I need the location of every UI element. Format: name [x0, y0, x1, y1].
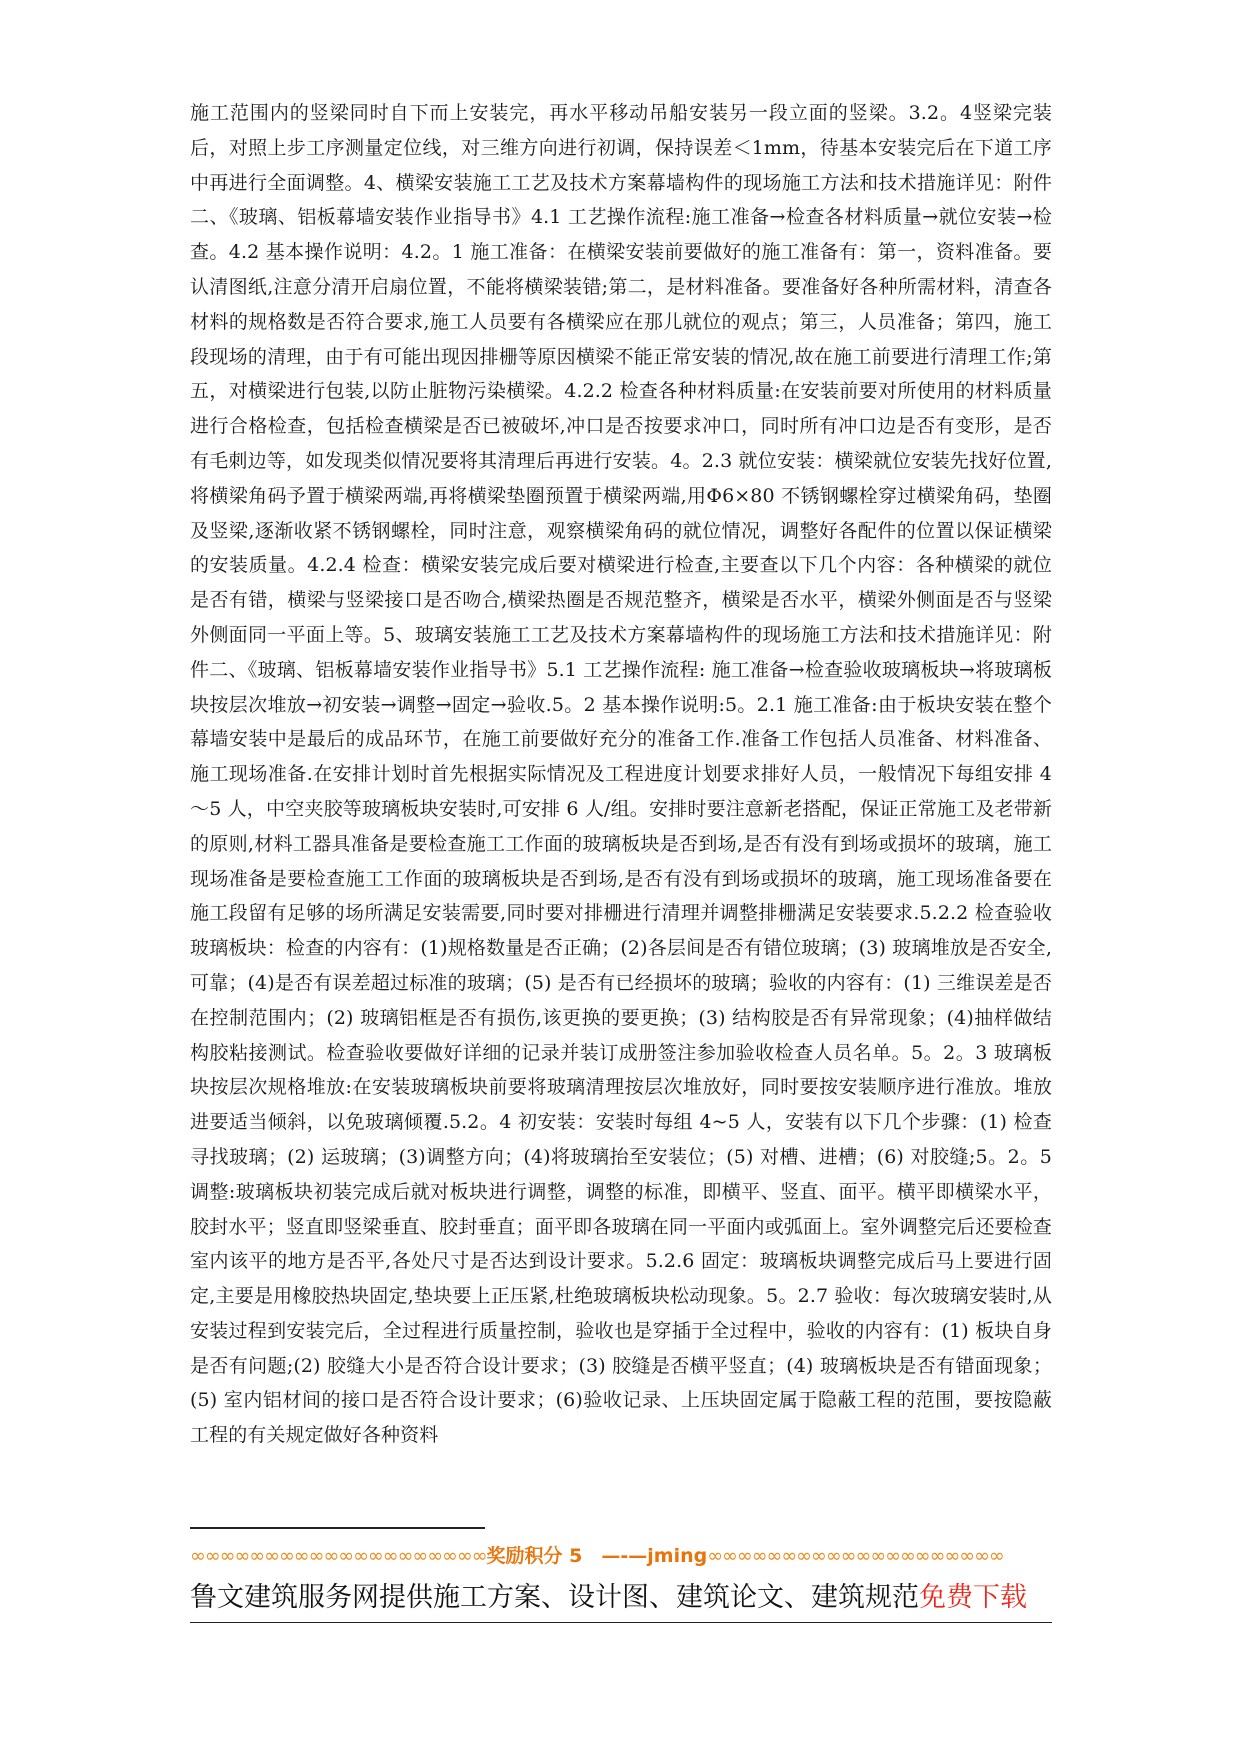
document-body: 施工范围内的竖梁同时自下而上安装完，再水平移动吊船安装另一段立面的竖梁。3.2。4竖梁完装后，对照上步工序测量定位线，对三维方向进行初调，保持误差＜1mm，待基本安装完后在下道工序中再进行全面调整。4、横梁安装施工工艺及技术方案幕墙构件的现场施工方法和技术措施详见：附件二、《玻璃、铝板幕墙安装作业指导书》4.1 工艺操作流程:施工准备→检查各材料质量→就位安装→检查。4.2 基本操作说明：4.2。1 施工准备：在横梁安装前要做好的施工准备有：第一，资料准备。要认清图纸,注意分清开启扇位置，不能将横梁装错;第二，是材料准备。要准备好各种所需材料，清查各材料的规格数是否符合要求,施工人员要有各横梁应在那儿就位的观点；第三，人员准备；第四，施工段现场的清理，由于有可能出现因排栅等原因横梁不能正常安装的情况,故在施工前要进行清理工作;第五，对横梁进行包装,以防止脏物污染横梁。4.2.2 检查各种材料质量:在安装前要对所使用的材料质量进行合格检查，包括检查横梁是否已被破坏,冲口是否按要求冲口，同时所有冲口边是否有变形，是否有毛刺边等，如发现类似情况要将其清理后再进行安装。4。2.3 就位安装：横梁就位安装先找好位置,将横梁角码予置于横梁两端,再将横梁垫圈预置于横梁两端,用Φ6×80 不锈钢螺栓穿过横梁角码，垫圈及竖梁,逐渐收紧不锈钢螺栓，同时注意，观察横梁角码的就位情况，调整好各配件的位置以保证横梁的安装质量。4.2.4 检查：横梁安装完成后要对横梁进行检查,主要查以下几个内容：各种横梁的就位是否有错，横梁与竖梁接口是否吻合,横梁热圈是否规范整齐，横梁是否水平，横梁外侧面是否与竖梁外侧面同一平面上等。5、玻璃安装施工工艺及技术方案幕墙构件的现场施工方法和技术措施详见：附件二、《玻璃、铝板幕墙安装作业指导书》5.1 工艺操作流程: 施工准备→检查验收玻璃板块→将玻璃板块按层次堆放→初安装→调整→固定→验收.5。2 基本操作说明:5。2.1 施工准备:由于板块安装在整个幕墙安装中是最后的成品环节，在施工前要做好充分的准备工作.准备工作包括人员准备、材料准备、施工现场准备.在安排计划时首先根据实际情况及工程进度计划要求排好人员，一般情况下每组安排 4～5 人，中空夹胶等玻璃板块安装时,可安排 6 人/组。安排时要注意新老搭配，保证正常施工及老带新的原则,材料工器具准备是要检查施工工作面的玻璃板块是否到场,是否有没有到场或损坏的玻璃，施工现场准备是要检查施工工作面的玻璃板块是否到场,是否有没有到场或损坏的玻璃，施工现场准备要在施工段留有足够的场所满足安装需要,同时要对排栅进行清理并调整排栅满足安装要求.5.2.2 检查验收玻璃板块：检查的内容有：(1)规格数量是否正确；(2)各层间是否有错位玻璃；(3) 玻璃堆放是否安全,可靠；(4)是否有误差超过标准的玻璃；(5) 是否有已经损坏的玻璃；验收的内容有：(1) 三维误差是否在控制范围内；(2) 玻璃铝框是否有损伤,该更换的要更换；(3) 结构胶是否有异常现象；(4)抽样做结构胶粘接测试。检查验收要做好详细的记录并装订成册签注参加验收检查人员名单。5。2。3 玻璃板块按层次规格堆放:在安装玻璃板块前要将玻璃清理按层次堆放好，同时要按安装顺序进行准放。堆放进要适当倾斜，以免玻璃倾覆.5.2。4 初安装：安装时每组 4~5 人，安装有以下几个步骤：(1) 检查寻找玻璃；(2) 运玻璃；(3)调整方向；(4)将玻璃抬至安装位；(5) 对槽、进槽；(6) 对胶缝;5。2。5 调整:玻璃板块初装完成后就对板块进行调整，调整的标准，即横平、竖直、面平。横平即横梁水平，胶封水平；竖直即竖梁垂直、胶封垂直；面平即各玻璃在同一平面内或弧面上。室外调整完后还要检查室内该平的地方是否平,各处尺寸是否达到设计要求。5.2.6 固定：玻璃板块调整完成后马上要进行固定,主要是用橡胶热块固定,垫块要上正压紧,杜绝玻璃板块松动现象。5。2.7 验收：每次玻璃安装时,从安装过程到安装完后，全过程进行质量控制，验收也是穿插于全过程中，验收的内容有：(1) 板块自身是否有问题;(2) 胶缝大小是否符合设计要求；(3) 胶缝是否横平竖直；(4) 玻璃板块是否有错面现象；(5) 室内铝材间的接口是否符合设计要求；(6)验收记录、上压块固定属于隐蔽工程的范围，要按隐蔽工程的有关规定做好各种资料: [190, 102, 1052, 1447]
footer-promo: [190, 1578, 1050, 1618]
reward-banner: [190, 1540, 1050, 1572]
reward-decoration-left: ∞∞∞∞∞∞∞∞∞∞∞∞∞∞∞∞∞∞∞∞: [190, 1545, 487, 1567]
footer-divider: [190, 1622, 1052, 1623]
reward-decoration-right: ∞∞∞∞∞∞∞∞∞∞∞∞∞∞∞∞∞∞∞∞: [707, 1545, 1004, 1567]
footer-download-link[interactable]: 免费下载: [919, 1582, 1027, 1613]
footer-text: 鲁文建筑服务网提供施工方案、设计图、建筑论文、建筑规范: [190, 1582, 919, 1613]
reward-text: 奖励积分 5 —-—jming: [486, 1545, 708, 1567]
separator-short: [190, 1527, 485, 1529]
